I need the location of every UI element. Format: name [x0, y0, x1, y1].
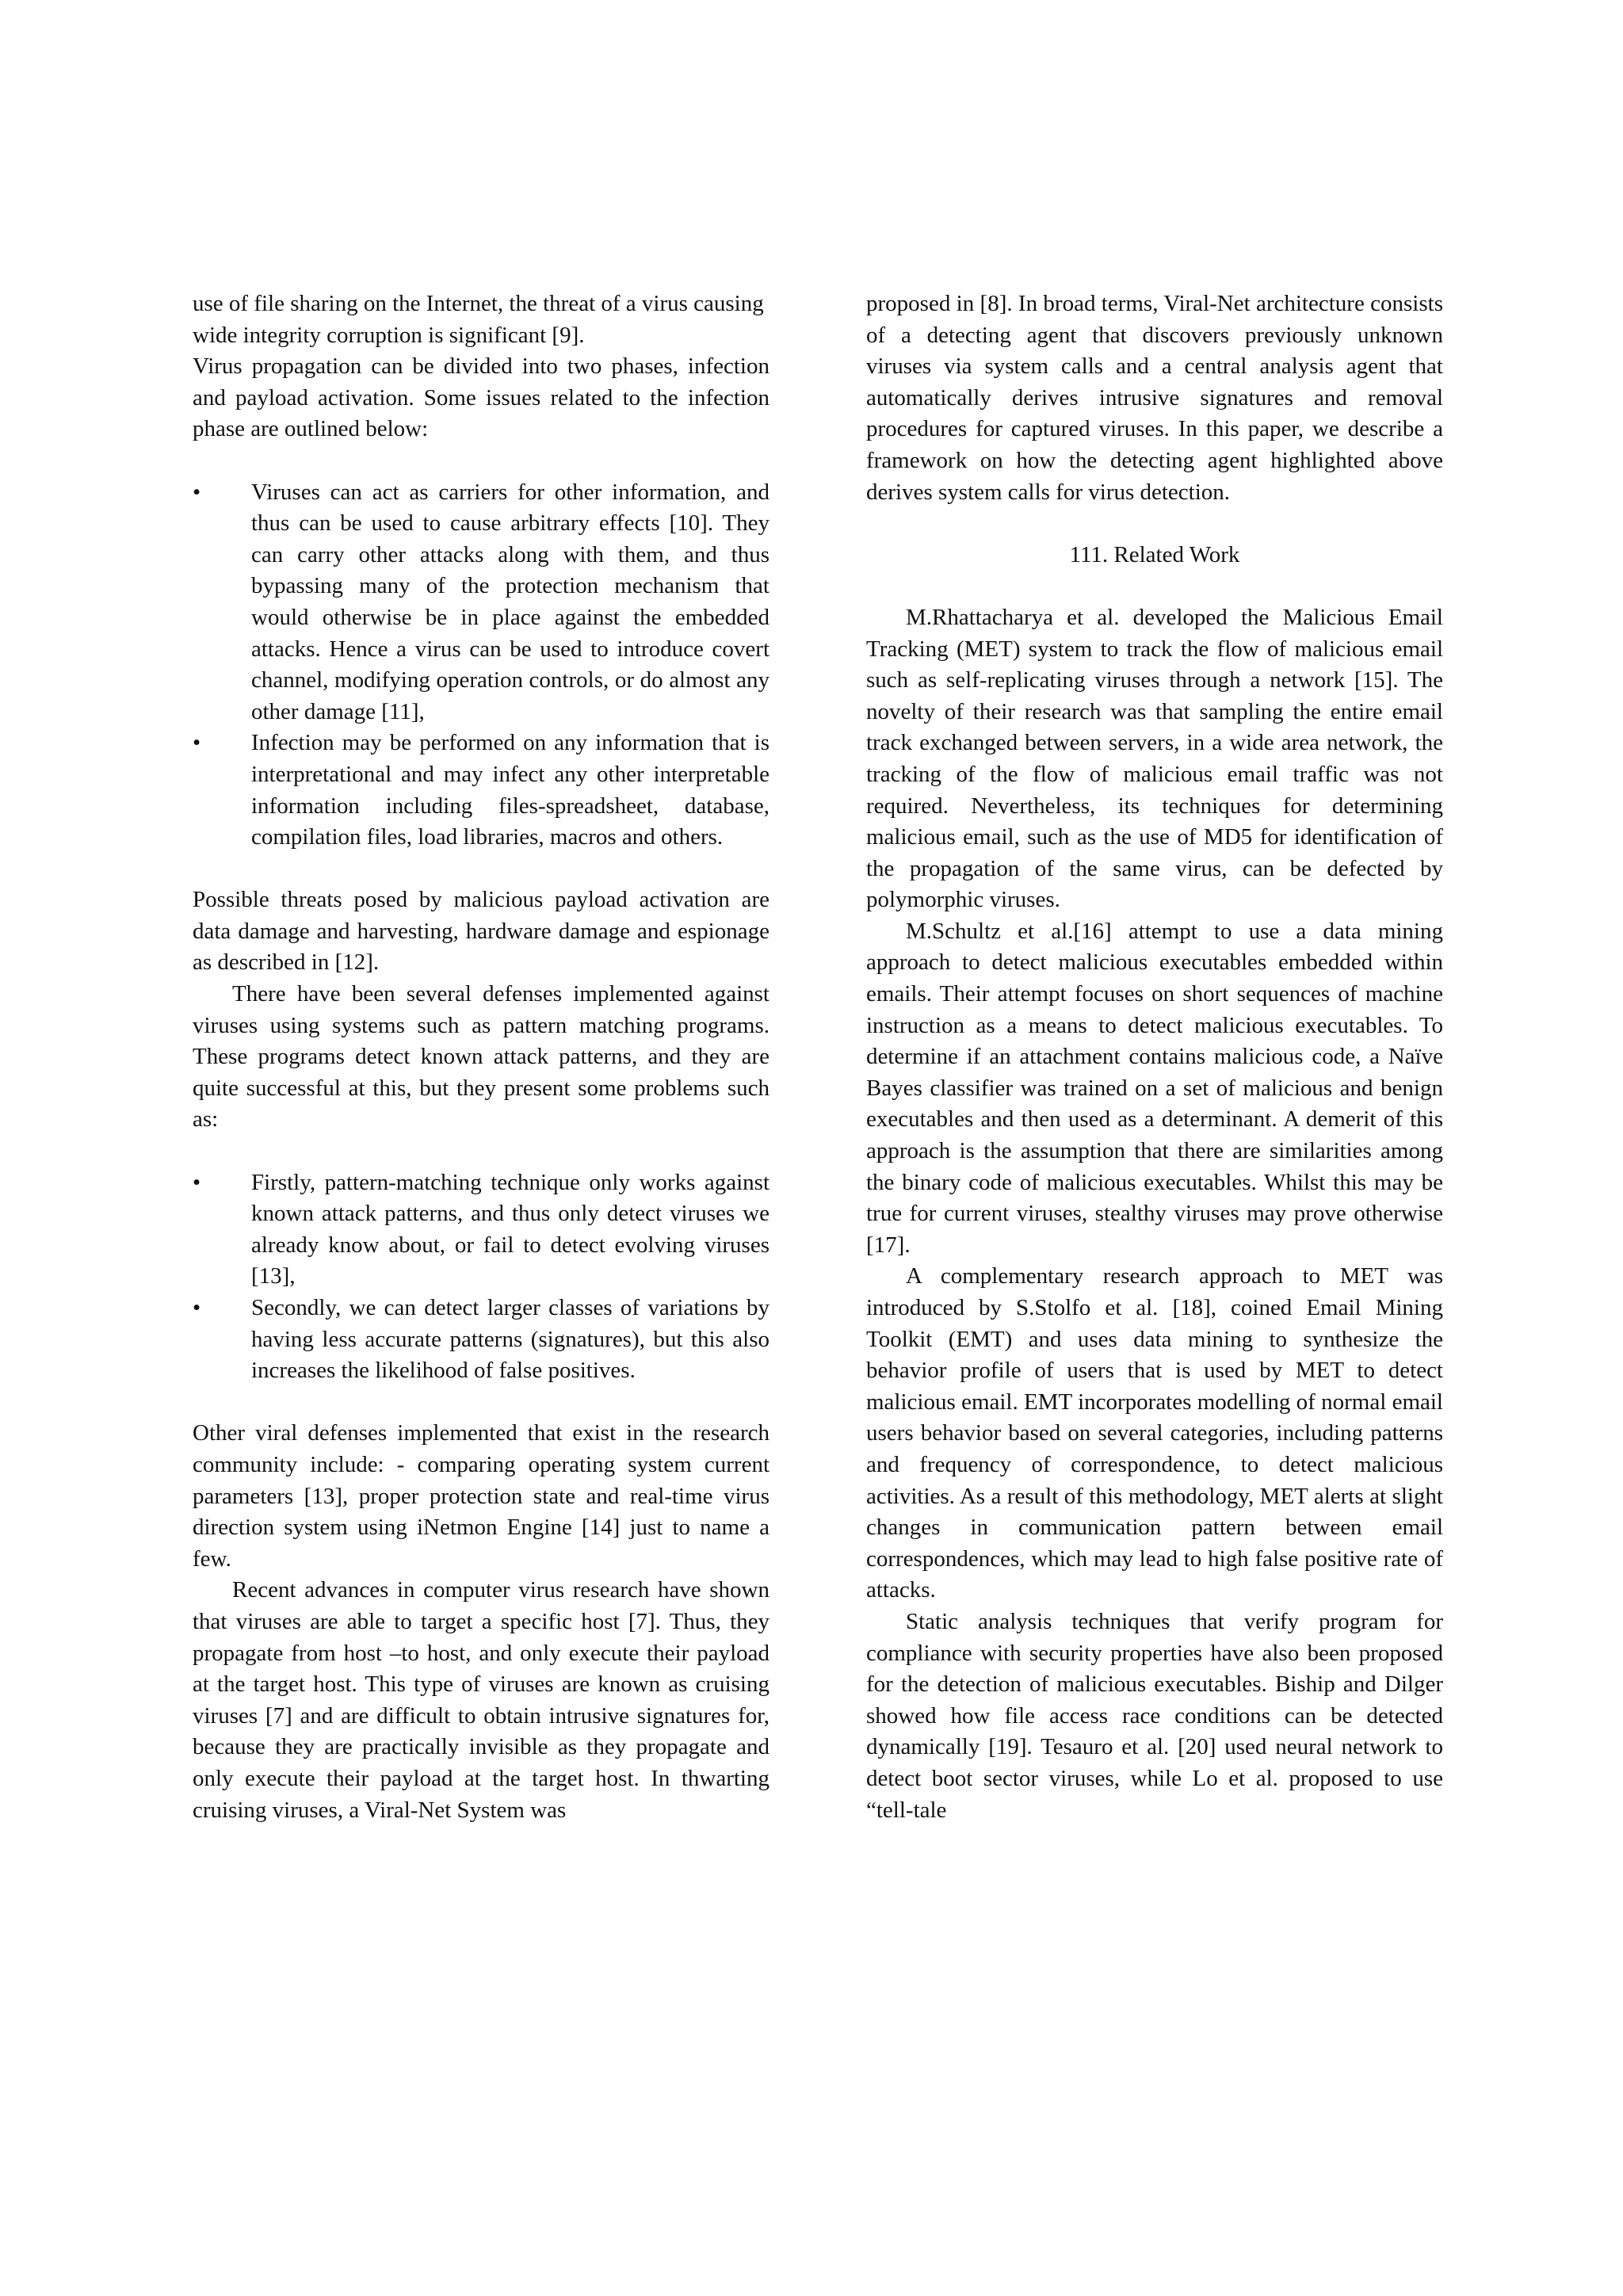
schultz-paragraph: M.Schultz et al.[16] attempt to use a data mining approach to detect malicious executables embedded within emails. Their attempt focuses on short sequences of machine instruction as a means to detect malicious executables. To determine if an attachment contains malicious code, a Naïve Bayes classifier was trained on a set of malicious and benign executables and then used as a determinant. A demerit of this approach is the assumption that there are similarities among the binary code of malicious executables. Whilst this may be true for current viruses, stealthy viruses may prove otherwise [17]. — [866, 918, 1443, 1258]
emt-paragraph: A complementary research approach to MET was introduced by S.Stolfo et al. [18], coined Email Mining Toolkit (EMT) and uses data mining to synthesize the behavior profile of users that is used by MET to detect malicious email. EMT incorporates modelling of normal email users behavior based on several categories, including patterns and frequency of correspondence, to detect malicious activities. As a result of this methodology, MET alerts at slight changes in communication pattern between email correspondences, which may lead to high false positive rate of attacks. — [866, 1263, 1443, 1603]
problems-bullet-list — [193, 1167, 769, 1387]
infection-bullet-list — [193, 477, 769, 854]
other-defenses-paragraph: Other viral defenses implemented that exist in the research community include: - comparing operating system current parameters [13], proper protection state and real-time virus direction system using iNetmon Engine [14] just to name a few. — [193, 1420, 769, 1572]
list-item-text: Viruses can act as carriers for other information, and thus can be used to cause arbitrary effects [10]. They can carry other attacks along with them, and thus bypassing many of the protection mechanism that would otherwise be in place against the embedded attacks. Hence a virus can be used to introduce covert channel, modifying operation controls, or do almost any other damage [11], — [251, 479, 769, 724]
right-column — [866, 288, 1443, 1826]
static-analysis-paragraph: Static analysis techniques that verify program for compliance with security properties have also been proposed for the detection of malicious executables. Biship and Dilger showed how file access race conditions can be detected dynamically [19]. Tesauro et al. [20] used neural network to detect boot sector viruses, while Lo et al. proposed to use “tell-tale — [866, 1608, 1443, 1823]
list-item — [193, 477, 769, 728]
list-item-text: Firstly, pattern-matching technique only works against known attack patterns, and thus only detect viruses we already know about, or fail to detect evolving viruses [13], — [251, 1169, 769, 1289]
bullet-icon: • — [193, 1295, 201, 1320]
recent-advances-paragraph: Recent advances in computer virus research have shown that viruses are able to target a specific host [7]. Thus, they propagate from host –to host, and only execute their payload at the target host. This type of viruses are known as cruising viruses [7] and are difficult to obtain intrusive signatures for, because they are practically invisible as they propagate and only execute their payload at the target host. In thwarting cruising viruses, a Viral-Net System was — [193, 1577, 769, 1823]
met-paragraph: M.Rhattacharya et al. developed the Malicious Email Tracking (MET) system to track the flow of malicious email such as self-replicating viruses through a network [15]. The novelty of their research was that sampling the entire email track exchanged between servers, in a wide area network, the tracking of the flow of malicious email traffic was not required. Nevertheless, its techniques for determining malicious email, such as the use of MD5 for identification of the propagation of the same virus, can be defected by polymorphic viruses. — [866, 604, 1443, 913]
list-item — [193, 1293, 769, 1387]
intro-paragraph: use of file sharing on the Internet, the threat of a virus causing wide integrity corruption is significant [9]. — [193, 291, 764, 348]
left-column — [193, 288, 769, 1826]
bullet-icon: • — [193, 479, 201, 505]
defenses-paragraph: There have been several defenses implemented against viruses using systems such as pattern matching programs. These programs detect known attack patterns, and they are quite successful at this, but they present some problems such as: — [193, 981, 769, 1133]
list-item — [193, 1167, 769, 1293]
section-heading: 111. Related Work — [1069, 541, 1240, 567]
bullet-icon: • — [193, 730, 201, 756]
propagation-paragraph: Virus propagation can be divided into two phases, infection and payload activation. Some issues related to the infection phase are outlined below: — [193, 353, 769, 442]
viral-net-paragraph: proposed in [8]. In broad terms, Viral-Net architecture consists of a detecting agent that discovers previously unknown viruses via system calls and a central analysis agent that automatically derives intrusive signatures and removal procedures for captured viruses. In this paper, we describe a framework on how the detecting agent highlighted above derives system calls for virus detection. — [866, 291, 1443, 505]
list-item-text: Secondly, we can detect larger classes of variations by having less accurate patterns (signatures), but this also increases the likelihood of false positives. — [251, 1295, 769, 1384]
threats-paragraph: Possible threats posed by malicious payload activation are data damage and harvesting, hardware damage and espionage as described in [12]. — [193, 887, 769, 976]
bullet-icon: • — [193, 1169, 201, 1195]
list-item — [193, 728, 769, 853]
list-item-text: Infection may be performed on any information that is interpretational and may infect any other interpretable information including files-spreadsheet, database, compilation files, load libraries, macros and others. — [251, 730, 769, 850]
